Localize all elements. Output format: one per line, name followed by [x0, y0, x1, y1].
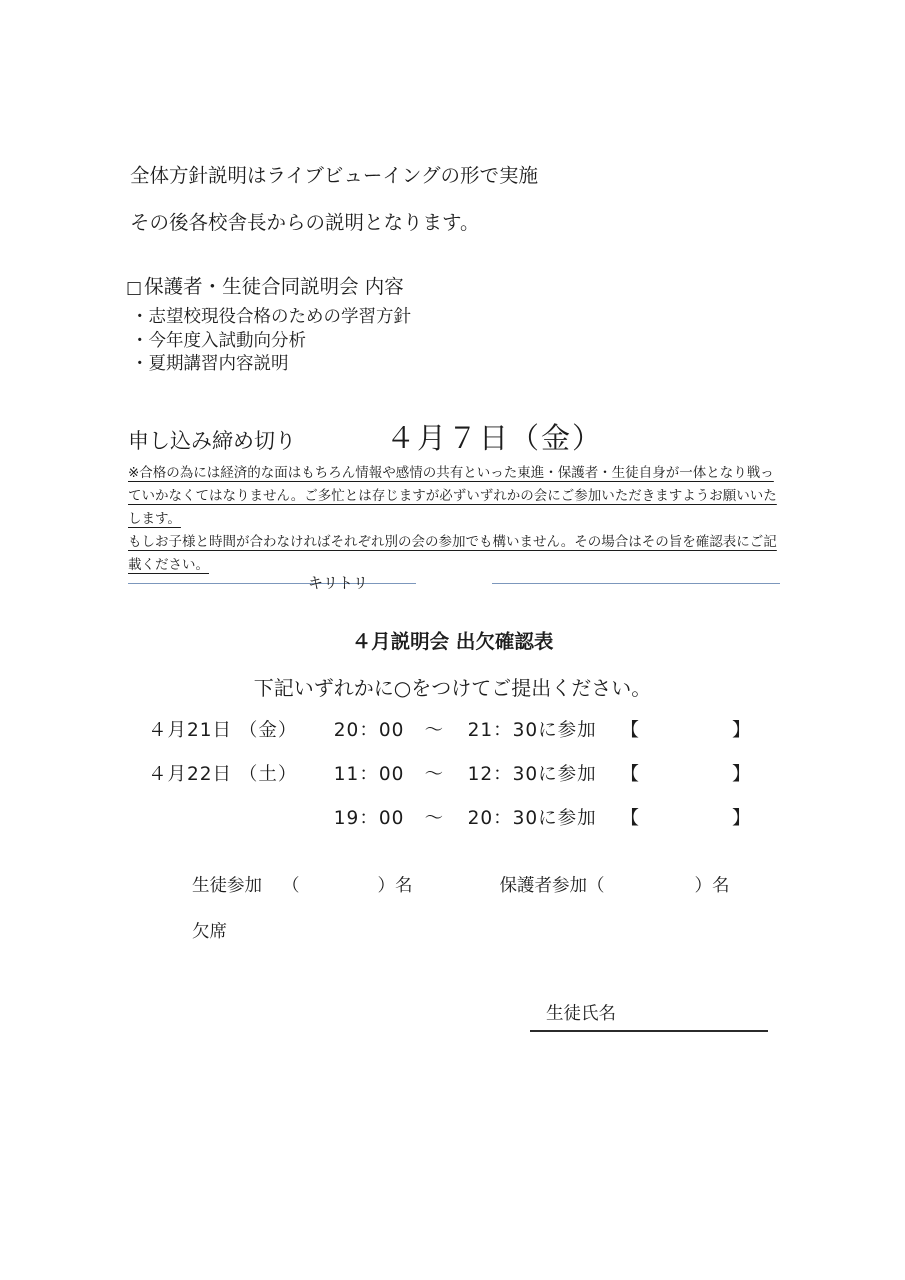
- option-tilde: ～: [424, 808, 445, 829]
- checkbox-square-icon: □: [126, 278, 143, 298]
- option-bracket-close: 】: [731, 764, 752, 785]
- option-tilde: ～: [424, 764, 445, 785]
- session-item-list: [131, 306, 411, 377]
- deadline-date: ４月７日（金）: [386, 421, 604, 455]
- session-item: ・夏期講習内容説明: [131, 354, 289, 374]
- option-bracket-open: 【: [620, 808, 640, 829]
- intro-line-2: その後各校舎長からの説明となります。: [130, 211, 480, 234]
- option-end-time: 20：30に参加: [467, 808, 597, 829]
- attendance-option-row-3: [148, 804, 751, 830]
- session-heading-text: 保護者・生徒合同説明会 内容: [144, 275, 404, 298]
- option-start-time: 19：00: [333, 808, 405, 829]
- option-bracket-close: 】: [731, 808, 752, 829]
- student-paren-open: （: [282, 876, 300, 896]
- option-bracket-open: 【: [620, 720, 640, 741]
- notice-paragraph-1: ※合格の為には経済的な面はもちろん情報や感情の共有といった東進・保護者・生徒自身が一体となり戦っていかなくてはなりません。ご多忙とは存じますが必ずいずれかの会にご参加いただきますようお願いいたします。: [128, 465, 777, 527]
- deadline-row: [128, 416, 603, 457]
- deadline-label: 申し込み締め切り: [128, 429, 296, 453]
- participation-count-row: [192, 872, 730, 897]
- session-item: ・志望校現役合格のための学習方針: [131, 307, 411, 327]
- cut-line-left-segment: [128, 583, 416, 584]
- student-count-label: 生徒参加: [192, 876, 262, 896]
- cut-line-right-segment: [492, 583, 780, 584]
- student-name-label: 生徒氏名: [546, 1004, 616, 1024]
- guardian-paren-close: ）名: [694, 876, 730, 896]
- notice-block: [128, 462, 786, 577]
- guardian-count-label: 保護者参加: [499, 876, 587, 896]
- option-end-time: 12：30に参加: [467, 764, 597, 785]
- option-date: ４月22日: [148, 764, 233, 785]
- option-start-time: 20：00: [333, 720, 405, 741]
- option-weekday: （土）: [238, 764, 298, 785]
- intro-line-1: 全体方針説明はライブビューイングの形で実施: [130, 164, 538, 187]
- option-date: ４月21日: [148, 720, 233, 741]
- session-heading: [126, 271, 404, 299]
- student-name-field: [530, 1000, 768, 1032]
- guardian-paren-open: （: [587, 876, 605, 896]
- option-start-time: 11：00: [333, 764, 405, 785]
- option-end-time: 21：30に参加: [467, 720, 597, 741]
- cut-line-label: キリトリ: [308, 574, 369, 592]
- option-weekday: （金）: [238, 720, 298, 741]
- form-title: ４月説明会 出欠確認表: [351, 630, 554, 653]
- absent-label: 欠席: [192, 922, 227, 942]
- attendance-option-row-1: [148, 716, 751, 742]
- option-tilde: ～: [424, 720, 445, 741]
- option-bracket-open: 【: [620, 764, 640, 785]
- form-instruction: 下記いずれかに○をつけてご提出ください。: [253, 676, 652, 700]
- notice-paragraph-2: もしお子様と時間が合わなければそれぞれ別の会の参加でも構いません。その場合はその旨を確認表にご記載ください。: [128, 534, 777, 573]
- attendance-option-row-2: [148, 760, 751, 786]
- option-bracket-close: 】: [731, 720, 752, 741]
- session-item: ・今年度入試動向分析: [131, 330, 306, 351]
- student-paren-close: ）名: [377, 876, 413, 896]
